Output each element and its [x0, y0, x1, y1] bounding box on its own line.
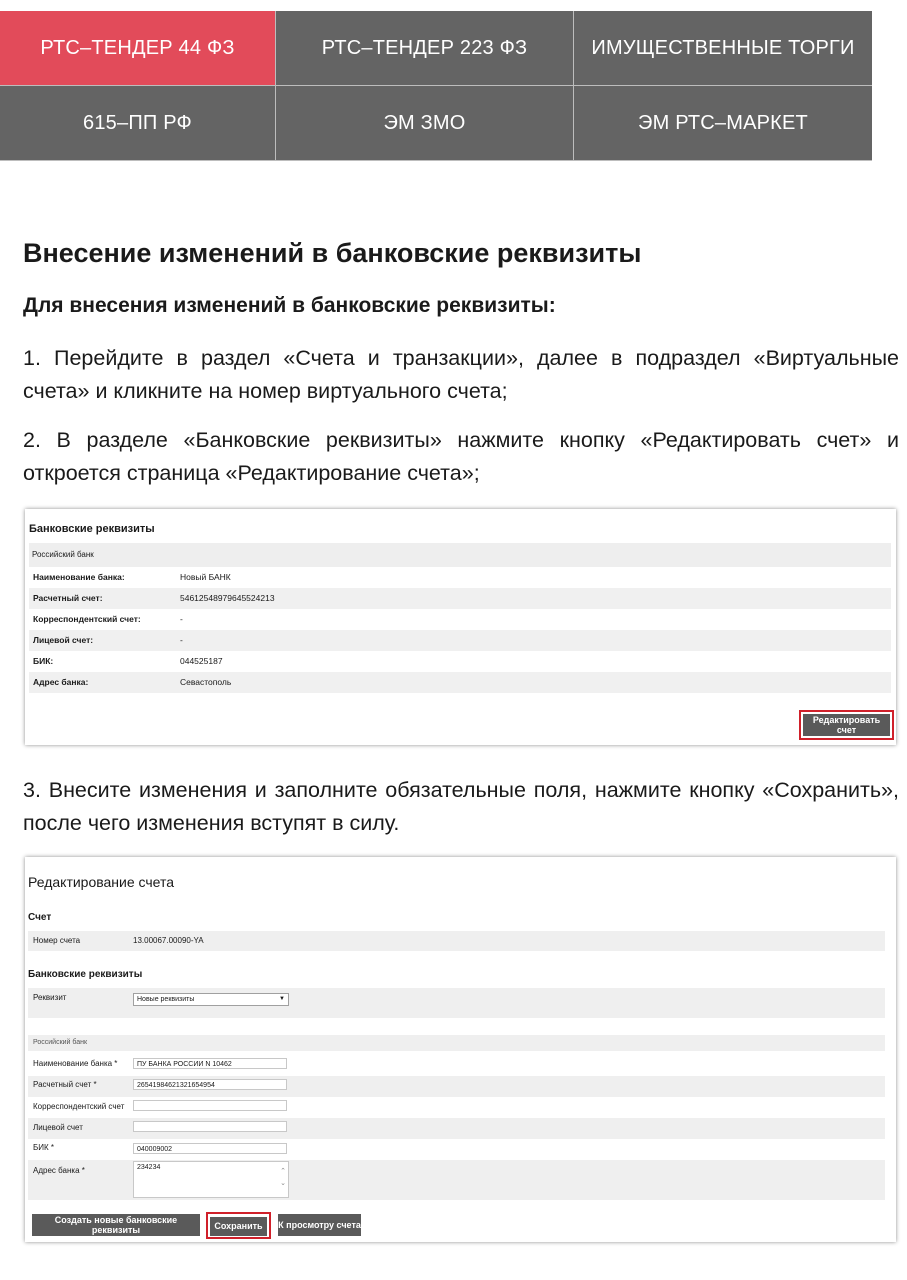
requisite-selected-value: Новые реквизиты	[137, 996, 195, 1003]
field-row	[28, 1076, 885, 1097]
bank-details-screenshot	[25, 509, 896, 745]
save-button[interactable]: Сохранить	[210, 1217, 267, 1236]
edit-account-title: Редактирование счета	[28, 874, 175, 890]
personal-account-input[interactable]	[133, 1121, 287, 1132]
scroll-arrows-icon[interactable]: ⌃ ⌄	[280, 1168, 286, 1187]
field-label: Наименование банка *	[33, 1059, 118, 1068]
field-row	[28, 1118, 885, 1139]
field-label: Расчетный счет *	[33, 1080, 97, 1089]
detail-label: Адрес банка:	[33, 677, 89, 687]
detail-label: Корреспондентский счет:	[33, 614, 141, 624]
detail-row	[29, 630, 891, 651]
field-label: Корреспондентский счет	[33, 1102, 125, 1111]
tab-em-zmo[interactable]: ЭМ ЗМО	[276, 86, 574, 161]
save-button-highlight	[206, 1212, 271, 1239]
edit-account-screenshot	[25, 857, 896, 1242]
account-number-row	[28, 931, 885, 951]
account-heading: Счет	[28, 912, 52, 923]
detail-row	[29, 567, 891, 588]
detail-row	[29, 651, 891, 672]
create-bank-details-button[interactable]: Создать новые банковские реквизиты	[32, 1214, 200, 1236]
field-row	[28, 1097, 885, 1118]
step-2: 2. В разделе «Банковские реквизиты» нажмите кнопку «Редактировать счет» и откроется страница «Редактирование счета»;	[23, 428, 899, 485]
tab-rts-tender-223[interactable]: РТС–ТЕНДЕР 223 ФЗ	[276, 11, 574, 86]
detail-label: Расчетный счет:	[33, 593, 103, 603]
detail-row	[29, 672, 891, 693]
bank-address-value: 234234	[137, 1164, 161, 1171]
bik-input[interactable]: 040009002	[133, 1143, 287, 1154]
requisite-select[interactable]	[133, 993, 289, 1006]
account-number-value: 13.00067.00090-YA	[133, 936, 204, 945]
tab-615-pp[interactable]: 615–ПП РФ	[0, 86, 276, 161]
requisite-label: Реквизит	[33, 993, 67, 1002]
step-1: 1. Перейдите в раздел «Счета и транзакции», далее в подраздел «Виртуальные счета» и кликните на номер виртуального счета;	[23, 346, 899, 403]
tab-em-rts-market[interactable]: ЭМ РТС–МАРКЕТ	[574, 86, 872, 161]
tab-rts-tender-44[interactable]: РТС–ТЕНДЕР 44 ФЗ	[0, 11, 276, 86]
section-header	[28, 1035, 885, 1051]
bank-address-textarea[interactable]	[133, 1161, 289, 1198]
edit-button-highlight	[799, 710, 894, 740]
bank-details-title: Банковские реквизиты	[29, 523, 155, 535]
product-tabs	[0, 11, 872, 161]
field-label: БИК *	[33, 1143, 54, 1152]
edit-account-button[interactable]: Редактировать счет	[803, 714, 890, 736]
settlement-account-input[interactable]: 26541984621321654954	[133, 1079, 287, 1090]
detail-label: Наименование банка:	[33, 572, 125, 582]
field-label: Адрес банка *	[33, 1166, 85, 1175]
detail-value: -	[180, 614, 183, 624]
field-label: Лицевой счет	[33, 1123, 83, 1132]
section-label: Российский банк	[33, 1039, 88, 1046]
instructions-lead: Для внесения изменений в банковские реквизиты:	[23, 294, 556, 317]
detail-value: 54612548979645524213	[180, 593, 275, 603]
detail-value: Севастополь	[180, 677, 232, 687]
detail-row	[29, 609, 891, 630]
correspondent-account-input[interactable]	[133, 1100, 287, 1111]
bank-name-input[interactable]: ПУ БАНКА РОССИИ N 10462	[133, 1058, 287, 1069]
detail-row	[29, 588, 891, 609]
step-3: 3. Внесите изменения и заполните обязательные поля, нажмите кнопку «Сохранить», после чего изменения вступят в силу.	[23, 778, 899, 835]
detail-value: Новый БАНК	[180, 572, 231, 582]
detail-label: Лицевой счет:	[33, 635, 94, 645]
detail-value: 044525187	[180, 656, 223, 666]
bank-heading: Банковские реквизиты	[28, 969, 143, 980]
requisite-row	[28, 988, 885, 1018]
page-title: Внесение изменений в банковские реквизиты	[23, 238, 642, 268]
account-number-label: Номер счета	[33, 936, 81, 945]
field-row	[28, 1160, 885, 1200]
tab-property-auctions[interactable]: ИМУЩЕСТВЕННЫЕ ТОРГИ	[574, 11, 872, 86]
field-row	[28, 1055, 885, 1076]
view-account-button[interactable]: К просмотру счета	[278, 1214, 361, 1236]
chevron-down-icon: ▼	[279, 996, 285, 1002]
detail-value: -	[180, 635, 183, 645]
section-header: Российский банк	[29, 543, 891, 567]
field-row	[28, 1139, 885, 1160]
detail-label: БИК:	[33, 656, 54, 666]
